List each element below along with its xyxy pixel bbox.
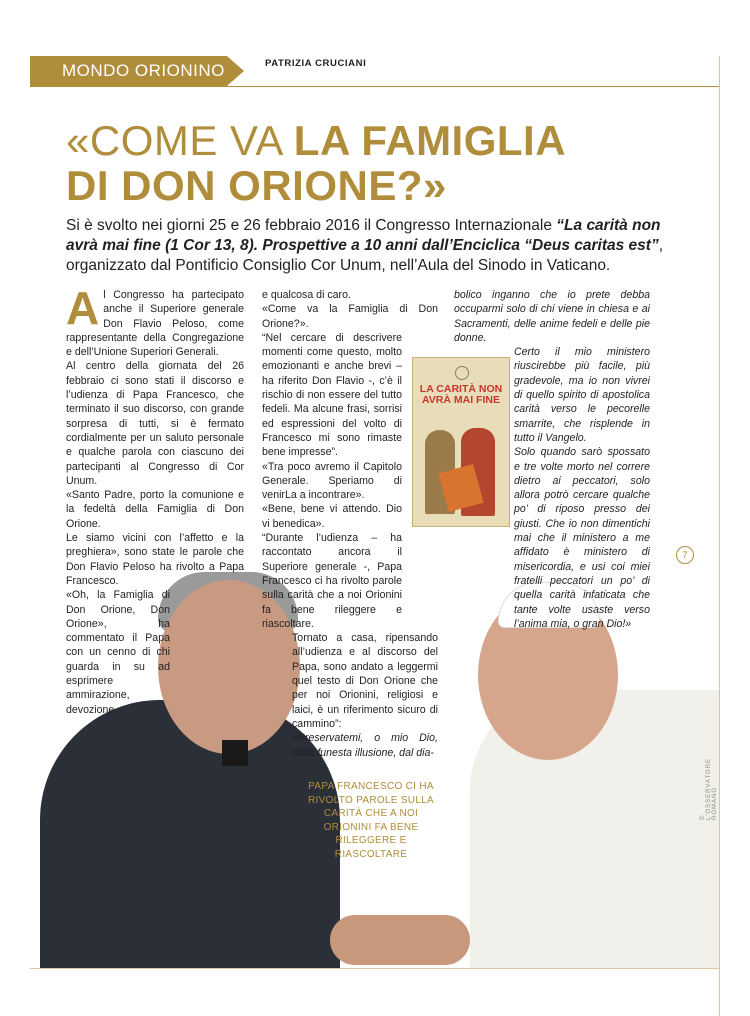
- handshake: [330, 915, 470, 965]
- photo-credit: © L'OSSERVATORE ROMANO: [700, 757, 718, 820]
- photo-caption: PAPA FRANCESCO CI HA RIVOLTO PAROLE SULLA CARITÀ CHE A NOI ORIONINI FA BENE RILEGGERE E RIASCOLTARE: [307, 781, 435, 860]
- col2-p5: «Bene, bene vi attendo. Dio vi benedica».: [262, 503, 402, 530]
- col3-p1: bolico inganno che io prete debba occuparmi solo di chi viene in chiesa e ai Sacramenti, delle anime fedeli e delle pie donne.: [454, 289, 650, 344]
- article-lead: [66, 216, 666, 276]
- lead-part1: Si è svolto nei giorni 25 e 26 febbraio 2016 il Congresso Internazionale: [66, 217, 557, 234]
- article-title: [66, 118, 666, 208]
- section-label: MONDO ORIONINO: [62, 61, 225, 80]
- header-rule: [30, 86, 720, 87]
- author-byline: PATRIZIA CRUCIANI: [265, 58, 367, 69]
- col1-p1: l Congresso ha partecipato anche il Superiore generale Don Flavio Peloso, come rappresentante della Congregazione e dell’Unione Superiori Generali.: [66, 289, 244, 359]
- title-line2: DI DON ORIONE?»: [66, 162, 447, 209]
- col3-p2: Certo il mio ministero riuscirebbe più facile, più gradevole, ma io non vivrei di quello spirito di apostolica carità verso le pecorelle smarrite, che risplende in tutto il Vangelo.: [514, 346, 650, 444]
- text-column-1: [66, 282, 244, 717]
- col2-p3: “Nel cercare di descrivere momenti come questo, molto emozionanti e anche brevi – ha riferito Don Flavio -, c’è il rischio di non essere del tutto fedeli. Ma alcune frasi, sorrisi ed espressioni del volto di Francesco mi sono rimaste bene impresse”.: [262, 331, 402, 459]
- clerical-collar: [222, 740, 248, 766]
- col2-p1: e qualcosa di caro.: [262, 289, 351, 301]
- col2-p6: “Durante l’udienza – ha raccontato ancora il Superiore generale -, Papa Francesco ci ha rivolto parole sulla carità che a noi Orionini fa bene rileggere e riascoltare.: [262, 532, 402, 630]
- col2-p2: «Come va la Famiglia di Don Orione?».: [262, 303, 438, 330]
- drop-cap: A: [66, 282, 100, 334]
- col1-p5: «Oh, la Famiglia di Don Orione, Don Orione», ha commentato il Papa con un cenno di chi guarda in su ad esprimere ammirazione, devozione: [66, 589, 170, 716]
- col1-p4: Le siamo vicini con l’affetto e la preghiera», sono state le parole che Don Flavio Peloso ha rivolto a Papa Francesco.: [66, 532, 244, 587]
- col2-p8: «Preservatemi, o mio Dio, dalla funesta illusione, dal dia-: [292, 732, 438, 759]
- text-column-3: [454, 288, 650, 631]
- col2-p4: «Tra poco avremo il Capitolo Generale. Speriamo di venirLa a incontrare».: [262, 460, 402, 502]
- title-line1-light: «COME VA: [66, 117, 294, 164]
- lead-part2: , organizzato dal Pontificio Consiglio Cor Unum, nell’Aula del Sinodo in Vaticano.: [66, 237, 664, 274]
- col2-p7: Tornato a casa, ripensando all’udienza e al discorso del Papa, sono andato a leggermi quel testo di Don Orione che per noi Orionini, religiosi e laici, è un riferimento sicuro di cammino”:: [292, 632, 438, 730]
- col1-p2: Al centro della giornata del 26 febbraio ci sono stati il discorso e l’udienza di Papa Francesco, che terminato il suo discorso, con grande sorpresa di tutti, si è fermato cordialmente per un saluto personale e qualche parola con ciascuno dei partecipanti al Congresso di Cor Unum.: [66, 360, 244, 487]
- lead-italic: “La carità non avrà mai fine (1 Cor 13, 8). Prospettive a 10 anni dall’Enciclica “Deus caritas est”: [66, 217, 661, 254]
- col1-p3: «Santo Padre, porto la comunione e la fedeltà della Famiglia di Don Orione.: [66, 489, 244, 530]
- page-edge-rule: [719, 56, 720, 1016]
- page-number: 7: [676, 546, 694, 564]
- col3-p3: Solo quando sarò spossato e tre volte morto nel correre dietro ai peccatori, solo allora potrò cercare qualche po’ di riposo presso dei giusti. Che io non dimentichi mai che il ministero a me affidato è ministero di misericordia, e usi coi miei fratelli peccatori un po’ di quella carità infaticata che tante volte usaste verso l’anima mia, o gran Dio!»: [514, 446, 650, 630]
- title-line1-bold: LA FAMIGLIA: [293, 117, 567, 164]
- book-title: LA CARITÀ NON AVRÀ MAI FINE: [419, 383, 503, 406]
- bottom-rule: [30, 968, 720, 969]
